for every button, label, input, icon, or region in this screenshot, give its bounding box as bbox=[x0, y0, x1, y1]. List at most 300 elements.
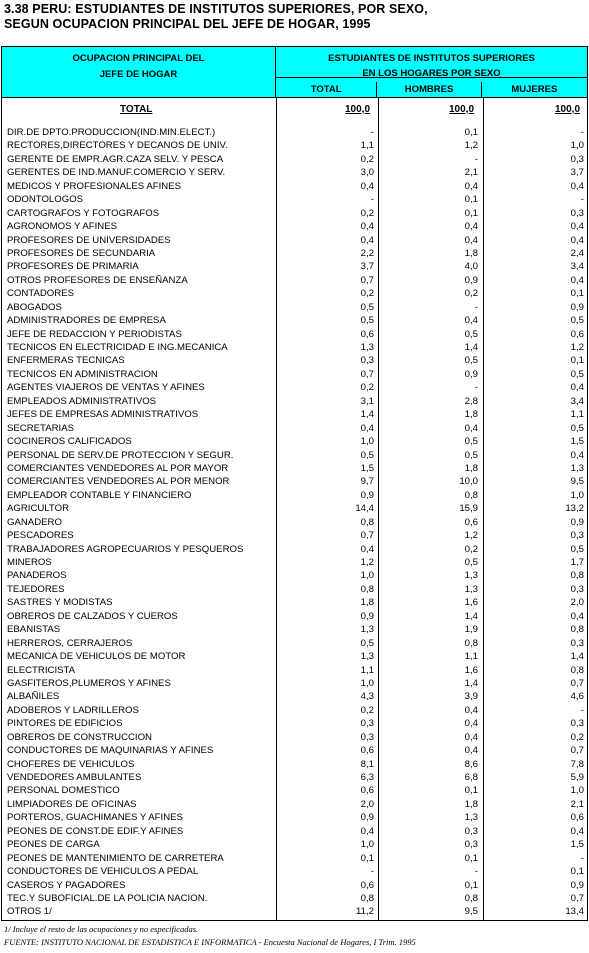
header-col-hombres: HOMBRES bbox=[377, 82, 481, 97]
row-mujeres: 0,9 bbox=[570, 301, 584, 313]
row-hombres: - bbox=[474, 382, 478, 394]
row-mujeres: 0,4 bbox=[570, 825, 584, 837]
row-mujeres: 1,0 bbox=[570, 140, 584, 152]
row-label: TECNICOS EN ADMINISTRACION bbox=[7, 368, 158, 380]
total-row bbox=[2, 104, 587, 118]
row-label: GERENTES DE IND.MANUF.COMERCIO Y SERV. bbox=[7, 167, 226, 179]
row-hombres: 9,5 bbox=[464, 906, 478, 918]
row-hombres: 0,4 bbox=[464, 422, 478, 434]
row-hombres: 1,3 bbox=[464, 570, 478, 582]
row-hombres: 1,1 bbox=[464, 651, 478, 663]
row-mujeres: 1,7 bbox=[570, 557, 584, 568]
row-hombres: 0,6 bbox=[464, 516, 478, 528]
row-hombres: 0,4 bbox=[464, 315, 478, 327]
row-label: TRABAJADORES AGROPECUARIOS Y PESQUEROS bbox=[7, 543, 244, 555]
row-total: 9,7 bbox=[360, 476, 374, 488]
row-total: 3,1 bbox=[360, 395, 374, 407]
table-row bbox=[2, 637, 587, 650]
row-label: LIMPIADORES DE OFICINAS bbox=[7, 798, 137, 810]
table-row bbox=[2, 408, 587, 421]
row-hombres: 1,8 bbox=[464, 798, 478, 810]
row-total: 0,7 bbox=[360, 368, 374, 380]
row-label: AGRICULTOR bbox=[7, 503, 70, 515]
row-hombres: 0,1 bbox=[464, 785, 478, 797]
row-mujeres: 0,3 bbox=[570, 718, 584, 730]
row-total: 0,2 bbox=[360, 207, 374, 219]
row-hombres: 4,0 bbox=[464, 261, 478, 273]
row-mujeres: 0,5 bbox=[570, 422, 584, 434]
title-line-1: 3.38 PERU: ESTUDIANTES DE INSTITUTOS SUPERIORES, POR SEXO, bbox=[4, 2, 428, 16]
row-total: 0,2 bbox=[360, 704, 374, 716]
table-row bbox=[2, 287, 587, 300]
row-total: 0,8 bbox=[360, 516, 374, 528]
table-row bbox=[2, 583, 587, 596]
source-note: FUENTE: INSTITUTO NACIONAL DE ESTADISTICA E INFORMATICA - Encuesta Nacional de Hogares, I Trim. 1995 bbox=[4, 937, 416, 947]
row-label: JEFES DE EMPRESAS ADMINISTRATIVOS bbox=[7, 409, 199, 421]
row-label: AGENTES VIAJEROS DE VENTAS Y AFINES bbox=[7, 382, 205, 394]
row-hombres: 1,6 bbox=[464, 597, 478, 609]
row-hombres: 0,5 bbox=[464, 355, 478, 367]
row-mujeres: - bbox=[580, 852, 584, 864]
row-label: GANADERO bbox=[7, 516, 62, 528]
row-total: 3,7 bbox=[360, 261, 374, 273]
row-hombres: 0,4 bbox=[464, 180, 478, 192]
row-mujeres: 0,6 bbox=[570, 328, 584, 340]
row-hombres: 2,1 bbox=[464, 167, 478, 179]
row-label: SECRETARIAS bbox=[7, 422, 74, 434]
table-row bbox=[2, 529, 587, 542]
row-label: PEONES DE CONST.DE EDIF.Y AFINES bbox=[7, 825, 184, 837]
row-mujeres: 0,2 bbox=[570, 731, 584, 743]
row-hombres: 1,8 bbox=[464, 247, 478, 259]
row-total: 0,3 bbox=[360, 355, 374, 367]
row-label: MECANICA DE VEHICULOS DE MOTOR bbox=[7, 651, 186, 663]
table-row bbox=[2, 771, 587, 784]
row-total: 1,4 bbox=[360, 409, 374, 421]
row-total: 8,1 bbox=[360, 758, 374, 770]
row-hombres: 1,4 bbox=[464, 610, 478, 622]
row-label: GERENTE DE EMPR.AGR.CAZA SELV. Y PESCA bbox=[7, 153, 224, 165]
row-mujeres: 1,5 bbox=[570, 436, 584, 448]
row-label: COCINEROS CALIFICADOS bbox=[7, 436, 132, 448]
header-occupation-line-1: OCUPACION PRINCIPAL DEL bbox=[72, 53, 205, 64]
table-row bbox=[2, 422, 587, 435]
row-label: CONDUCTORES DE VEHICULOS A PEDAL bbox=[7, 866, 199, 878]
row-hombres: 1,6 bbox=[464, 664, 478, 676]
row-mujeres: 0,4 bbox=[570, 221, 584, 233]
row-total: 0,5 bbox=[360, 301, 374, 313]
table-row bbox=[2, 381, 587, 394]
table-row bbox=[2, 126, 587, 139]
row-total: 3,0 bbox=[360, 167, 374, 179]
row-hombres: 0,2 bbox=[464, 543, 478, 555]
row-hombres: - bbox=[474, 153, 478, 165]
header-col-total: TOTAL bbox=[276, 82, 377, 97]
row-mujeres: 0,8 bbox=[570, 664, 584, 676]
row-mujeres: 1,3 bbox=[570, 462, 584, 474]
row-mujeres: 0,3 bbox=[570, 207, 584, 219]
row-mujeres: 9,5 bbox=[570, 476, 584, 488]
table-title bbox=[4, 2, 584, 32]
table-row bbox=[2, 825, 587, 838]
table-row bbox=[2, 704, 587, 717]
row-label: PERSONAL DOMESTICO bbox=[7, 785, 120, 797]
row-hombres: 8,6 bbox=[464, 758, 478, 770]
row-label: PORTEROS, GUACHIMANES Y AFINES bbox=[7, 812, 183, 824]
header-students-line-2: EN LOS HOGARES POR SEXO bbox=[362, 68, 501, 79]
header-students-title bbox=[276, 47, 587, 78]
row-mujeres: 1,1 bbox=[570, 409, 584, 421]
row-total: 0,4 bbox=[360, 543, 374, 555]
occupation-rows bbox=[2, 126, 587, 919]
table-row bbox=[2, 234, 587, 247]
row-mujeres: 13,2 bbox=[565, 503, 584, 515]
table-row bbox=[2, 905, 587, 918]
row-hombres: 0,3 bbox=[464, 825, 478, 837]
row-mujeres: 5,9 bbox=[570, 772, 584, 783]
row-total: 0,4 bbox=[360, 234, 374, 246]
row-hombres: 1,8 bbox=[464, 462, 478, 474]
table-row bbox=[2, 489, 587, 502]
title-line-2: SEGUN OCUPACION PRINCIPAL DEL JEFE DE HOGAR, 1995 bbox=[4, 17, 371, 31]
table-row bbox=[2, 247, 587, 260]
row-label: GASFITEROS,PLUMEROS Y AFINES bbox=[7, 677, 171, 689]
row-total: - bbox=[370, 127, 374, 138]
row-label: COMERCIANTES VENDEDORES AL POR MENOR bbox=[7, 476, 230, 488]
row-total: 0,5 bbox=[360, 637, 374, 649]
row-total: 1,1 bbox=[360, 140, 374, 152]
row-label: SASTRES Y MODISTAS bbox=[7, 597, 113, 609]
row-total: 0,6 bbox=[360, 879, 374, 891]
row-total: 0,3 bbox=[360, 718, 374, 730]
row-hombres: 0,1 bbox=[464, 127, 478, 138]
table-row bbox=[2, 328, 587, 341]
row-mujeres: 0,4 bbox=[570, 449, 584, 461]
row-label: VENDEDORES AMBULANTES bbox=[7, 772, 142, 783]
table-header bbox=[2, 47, 587, 98]
row-label: JEFE DE REDACCION Y PERIODISTAS bbox=[7, 328, 182, 340]
row-hombres: 1,8 bbox=[464, 409, 478, 421]
row-label: CHOFERES DE VEHICULOS bbox=[7, 758, 135, 770]
row-label: ABOGADOS bbox=[7, 301, 62, 313]
row-hombres: 0,3 bbox=[464, 839, 478, 851]
row-hombres: 0,8 bbox=[464, 637, 478, 649]
row-label: AGRONOMOS Y AFINES bbox=[7, 221, 117, 233]
row-mujeres: - bbox=[580, 127, 584, 138]
row-label: MEDICOS Y PROFESIONALES AFINES bbox=[7, 180, 181, 192]
row-mujeres: 0,9 bbox=[570, 516, 584, 528]
row-mujeres: 0,3 bbox=[570, 637, 584, 649]
row-hombres: 0,5 bbox=[464, 557, 478, 568]
table-row bbox=[2, 664, 587, 677]
row-total: 0,4 bbox=[360, 180, 374, 192]
row-label: TECNICOS EN ELECTRICIDAD E ING.MECANICA bbox=[7, 342, 228, 353]
row-mujeres: 0,1 bbox=[570, 288, 584, 300]
table-row bbox=[2, 623, 587, 636]
row-total: 1,1 bbox=[360, 664, 374, 676]
table-row bbox=[2, 207, 587, 220]
row-hombres: 0,2 bbox=[464, 288, 478, 300]
row-label: ALBAÑILES bbox=[7, 691, 60, 703]
row-hombres: 15,9 bbox=[459, 503, 478, 515]
row-hombres: 0,1 bbox=[464, 194, 478, 206]
row-mujeres: 13,4 bbox=[565, 906, 584, 918]
row-total: 0,9 bbox=[360, 812, 374, 824]
row-mujeres: 0,5 bbox=[570, 543, 584, 555]
row-mujeres: 0,4 bbox=[570, 610, 584, 622]
row-total: 0,4 bbox=[360, 825, 374, 837]
row-label: CARTOGRAFOS Y FOTOGRAFOS bbox=[7, 207, 160, 219]
table-row bbox=[2, 516, 587, 529]
row-label: DIR.DE DPTO.PRODUCCION(IND.MIN.ELECT.) bbox=[7, 127, 216, 138]
row-label: PERSONAL DE SERV.DE PROTECCION Y SEGUR. bbox=[7, 449, 234, 461]
row-mujeres: 0,4 bbox=[570, 274, 584, 286]
row-mujeres: 0,8 bbox=[570, 624, 584, 636]
table-row bbox=[2, 717, 587, 730]
row-mujeres: 1,5 bbox=[570, 839, 584, 851]
row-hombres: 0,4 bbox=[464, 745, 478, 757]
row-total: 2,0 bbox=[360, 798, 374, 810]
row-label: OTROS 1/ bbox=[7, 906, 52, 918]
row-hombres: 0,1 bbox=[464, 852, 478, 864]
row-label: CONTADORES bbox=[7, 288, 74, 300]
row-mujeres: 2,4 bbox=[570, 247, 584, 259]
row-hombres: 0,5 bbox=[464, 449, 478, 461]
row-total: 0,8 bbox=[360, 583, 374, 595]
table-row bbox=[2, 731, 587, 744]
row-hombres: 1,9 bbox=[464, 624, 478, 636]
row-mujeres: 0,9 bbox=[570, 879, 584, 891]
row-total: 1,0 bbox=[360, 570, 374, 582]
row-total: 0,9 bbox=[360, 489, 374, 501]
row-total: 0,6 bbox=[360, 328, 374, 340]
row-mujeres: 0,8 bbox=[570, 570, 584, 582]
table-row bbox=[2, 798, 587, 811]
row-mujeres: 2,0 bbox=[570, 597, 584, 609]
row-hombres: 1,4 bbox=[464, 342, 478, 353]
table-row bbox=[2, 556, 587, 569]
row-mujeres: 3,4 bbox=[570, 261, 584, 273]
row-label: OTROS PROFESORES DE ENSEÑANZA bbox=[7, 274, 188, 286]
row-label: PANADEROS bbox=[7, 570, 67, 582]
row-label: COMERCIANTES VENDEDORES AL POR MAYOR bbox=[7, 462, 229, 474]
row-mujeres: - bbox=[580, 194, 584, 206]
row-total: 11,2 bbox=[356, 906, 374, 918]
table-row bbox=[2, 193, 587, 206]
row-mujeres: 0,1 bbox=[570, 866, 584, 878]
row-mujeres: 0,7 bbox=[570, 745, 584, 757]
row-total: 0,4 bbox=[360, 422, 374, 434]
row-hombres: 0,1 bbox=[464, 879, 478, 891]
row-total: 0,6 bbox=[360, 785, 374, 797]
row-hombres: 0,4 bbox=[464, 731, 478, 743]
row-label: OBREROS DE CONSTRUCCION bbox=[7, 731, 152, 743]
table-row bbox=[2, 139, 587, 152]
row-mujeres: 1,0 bbox=[570, 489, 584, 501]
table-row bbox=[2, 892, 587, 905]
row-total: 4,3 bbox=[360, 691, 374, 703]
table-row bbox=[2, 435, 587, 448]
table-row bbox=[2, 852, 587, 865]
table-row bbox=[2, 838, 587, 851]
table-row bbox=[2, 314, 587, 327]
table-row bbox=[2, 180, 587, 193]
table-row bbox=[2, 811, 587, 824]
row-total: 1,2 bbox=[360, 557, 374, 568]
row-hombres: 2,8 bbox=[464, 395, 478, 407]
row-label: PROFESORES DE UNIVERSIDADES bbox=[7, 234, 171, 246]
row-hombres: 3,9 bbox=[464, 691, 478, 703]
table-row bbox=[2, 354, 587, 367]
row-total: 0,1 bbox=[360, 852, 374, 864]
row-label: ODONTOLOGOS bbox=[7, 194, 84, 206]
table-row bbox=[2, 569, 587, 582]
row-label: PROFESORES DE SECUNDARIA bbox=[7, 247, 156, 259]
row-hombres: 10,0 bbox=[459, 476, 478, 488]
table-row bbox=[2, 449, 587, 462]
row-total: - bbox=[370, 866, 374, 878]
row-label: ADMINISTRADORES DE EMPRESA bbox=[7, 315, 166, 327]
table-row bbox=[2, 153, 587, 166]
row-hombres: 0,5 bbox=[464, 328, 478, 340]
row-hombres: 0,9 bbox=[464, 368, 478, 380]
row-total: 0,2 bbox=[360, 153, 374, 165]
row-hombres: 0,4 bbox=[464, 234, 478, 246]
table-row bbox=[2, 596, 587, 609]
row-total: 1,0 bbox=[360, 839, 374, 851]
row-label: TEC.Y SUBOFICIAL.DE LA POLICIA NACION. bbox=[7, 892, 208, 904]
row-hombres: 1,2 bbox=[464, 140, 478, 152]
row-mujeres: 0,4 bbox=[570, 234, 584, 246]
header-students bbox=[276, 47, 587, 97]
table-row bbox=[2, 865, 587, 878]
row-hombres: 0,4 bbox=[464, 221, 478, 233]
table-row bbox=[2, 502, 587, 515]
table-body bbox=[2, 98, 587, 920]
row-total: 0,5 bbox=[360, 449, 374, 461]
row-label: MINEROS bbox=[7, 557, 52, 568]
table-row bbox=[2, 650, 587, 663]
row-hombres: 1,4 bbox=[464, 677, 478, 689]
row-hombres: - bbox=[474, 866, 478, 878]
row-total: 0,5 bbox=[360, 315, 374, 327]
header-subcolumns bbox=[276, 82, 587, 97]
row-hombres: 0,9 bbox=[464, 274, 478, 286]
row-hombres: 0,1 bbox=[464, 207, 478, 219]
row-hombres: 0,4 bbox=[464, 704, 478, 716]
row-mujeres: 0,6 bbox=[570, 812, 584, 824]
table-row bbox=[2, 690, 587, 703]
table-row bbox=[2, 677, 587, 690]
row-total: 1,0 bbox=[360, 677, 374, 689]
row-label: HERREROS, CERRAJEROS bbox=[7, 637, 133, 649]
row-mujeres: 0,1 bbox=[570, 355, 584, 367]
row-total: 0,2 bbox=[360, 288, 374, 300]
table-row bbox=[2, 879, 587, 892]
row-mujeres: 0,4 bbox=[570, 382, 584, 394]
row-total: 0,9 bbox=[360, 610, 374, 622]
row-total: 14,4 bbox=[355, 503, 374, 515]
table-row bbox=[2, 744, 587, 757]
total-total: 100,0 bbox=[345, 104, 371, 115]
row-total: 0,4 bbox=[360, 221, 374, 233]
row-mujeres: 0,5 bbox=[570, 315, 584, 327]
row-label: EMPLEADOR CONTABLE Y FINANCIERO bbox=[7, 489, 192, 501]
row-label: PROFESORES DE PRIMARIA bbox=[7, 261, 139, 273]
row-mujeres: 3,7 bbox=[570, 167, 584, 179]
table-row bbox=[2, 462, 587, 475]
table-row bbox=[2, 341, 587, 354]
row-label: RECTORES,DIRECTORES Y DECANOS DE UNIV. bbox=[7, 140, 228, 152]
row-mujeres: 0,3 bbox=[570, 153, 584, 165]
row-label: OBREROS DE CALZADOS Y CUEROS bbox=[7, 610, 178, 622]
row-label: PESCADORES bbox=[7, 530, 74, 542]
row-hombres: 1,3 bbox=[464, 812, 478, 824]
row-total: 6,3 bbox=[360, 772, 374, 783]
row-total: 0,6 bbox=[360, 745, 374, 757]
table-row bbox=[2, 395, 587, 408]
table-row bbox=[2, 368, 587, 381]
total-mujeres: 100,0 bbox=[555, 104, 581, 115]
row-total: 0,7 bbox=[360, 530, 374, 542]
header-students-line-1: ESTUDIANTES DE INSTITUTOS SUPERIORES bbox=[328, 53, 535, 64]
row-total: 1,3 bbox=[360, 651, 374, 663]
row-mujeres: 3,4 bbox=[570, 395, 584, 407]
row-total: 0,8 bbox=[360, 892, 374, 904]
row-total: 0,2 bbox=[360, 382, 374, 394]
row-hombres: 1,2 bbox=[464, 530, 478, 542]
row-label: PEONES DE MANTENIMIENTO DE CARRETERA bbox=[7, 852, 224, 864]
table-row bbox=[2, 475, 587, 488]
row-hombres: 0,8 bbox=[464, 892, 478, 904]
header-occupation bbox=[2, 47, 276, 97]
row-mujeres: 0,5 bbox=[570, 368, 584, 380]
row-mujeres: 0,3 bbox=[570, 583, 584, 595]
row-total: - bbox=[370, 194, 374, 206]
row-total: 1,3 bbox=[360, 342, 374, 353]
row-mujeres: 0,4 bbox=[570, 180, 584, 192]
row-total: 0,3 bbox=[360, 731, 374, 743]
row-label: PINTORES DE EDIFICIOS bbox=[7, 718, 123, 730]
row-mujeres: 0,7 bbox=[570, 677, 584, 689]
table-row bbox=[2, 166, 587, 179]
table-row bbox=[2, 758, 587, 771]
row-mujeres: 0,3 bbox=[570, 530, 584, 542]
table-row bbox=[2, 784, 587, 797]
table-row bbox=[2, 274, 587, 287]
row-mujeres: 1,0 bbox=[570, 785, 584, 797]
header-occupation-line-2: JEFE DE HOGAR bbox=[99, 69, 178, 80]
row-hombres: 6,8 bbox=[464, 772, 478, 783]
row-label: ADOBEROS Y LADRILLEROS bbox=[7, 704, 139, 716]
table-row bbox=[2, 301, 587, 314]
row-label: PEONES DE CARGA bbox=[7, 839, 100, 851]
header-col-mujeres: MUJERES bbox=[511, 84, 558, 95]
row-total: 1,0 bbox=[360, 436, 374, 448]
table-row bbox=[2, 260, 587, 273]
row-hombres: 0,4 bbox=[464, 718, 478, 730]
row-total: 1,3 bbox=[360, 624, 374, 636]
row-mujeres: 1,4 bbox=[570, 651, 584, 663]
total-label: TOTAL bbox=[120, 104, 153, 115]
data-table bbox=[1, 46, 588, 921]
row-hombres: 0,5 bbox=[464, 436, 478, 448]
row-total: 1,8 bbox=[360, 597, 374, 609]
row-mujeres: 2,1 bbox=[570, 798, 584, 810]
row-mujeres: 1,2 bbox=[570, 342, 584, 353]
footnote: 1/ Incluye el resto de las ocupaciones y no especificadas. bbox=[4, 924, 199, 934]
row-mujeres: 7,8 bbox=[570, 758, 584, 770]
